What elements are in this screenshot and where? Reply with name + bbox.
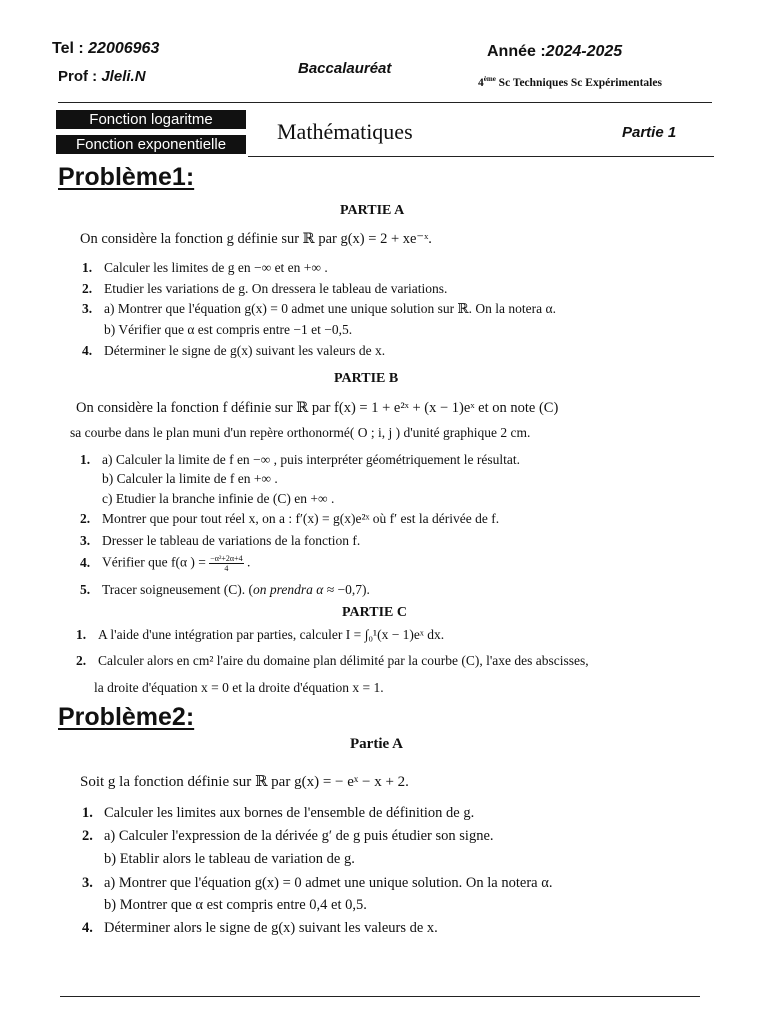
p2-parta-item: 1. Calculer les limites aux bornes de l'ensemble de définition de g. (82, 805, 475, 821)
p1-parta-title: PARTIE A (340, 203, 405, 218)
p1-partb-title: PARTIE B (334, 371, 399, 386)
subject-title: Mathématiques (277, 119, 413, 144)
p1-parta-intro: On considère la fonction g définie sur ℝ par g(x) = 2 + xe⁻ˣ. (80, 231, 432, 247)
p2-parta-item: b) Etablir alors le tableau de variation de g. (104, 851, 355, 867)
class-text: Sc Techniques Sc Expérimentales (495, 76, 662, 89)
tel-label: Tel : (52, 40, 89, 57)
exam-title: Baccalauréat (298, 60, 392, 77)
topic-tag-exp: Fonction exponentielle (56, 135, 246, 154)
p2-parta-intro: Soit g la fonction définie sur ℝ par g(x) = − eˣ − x + 2. (80, 774, 409, 790)
p1-partb-intro-1: On considère la fonction f définie sur ℝ par f(x) = 1 + e²ˣ + (x − 1)eˣ et on note (C) (76, 400, 559, 416)
p2-parta-title: Partie A (350, 736, 403, 752)
p1-partb-item: 1. a) Calculer la limite de f en −∞ , puis interpréter géométriquement le résultat. (80, 452, 520, 467)
p1-partb-item: 4. Vérifier que f(α ) = $\frac{\text{−α²+2α+4}}{4}$ . (80, 554, 251, 573)
p1-partc-title: PARTIE C (342, 605, 407, 620)
p1-partb-item: c) Etudier la branche infinie de (C) en +∞ . (102, 491, 335, 506)
prof-line (58, 68, 146, 86)
year-line (487, 43, 622, 61)
p1-parta-item: 4. Déterminer le signe de g(x) suivant les valeurs de x. (82, 343, 386, 358)
p1-parta-item: 1. Calculer les limites de g en −∞ et en +∞ . (82, 260, 328, 275)
p1-parta-item: b) Vérifier que α est compris entre −1 et −0,5. (104, 322, 353, 337)
tel-line (52, 40, 159, 58)
p1-parta-item: 2. Etudier les variations de g. On dressera le tableau de variations. (82, 281, 448, 296)
header-rule-bottom (248, 156, 714, 157)
p2-parta-item: 2. a) Calculer l'expression de la dérivée g′ de g puis étudier son signe. (82, 828, 494, 844)
part-label: Partie 1 (622, 124, 677, 141)
class-sup: ème (483, 75, 496, 83)
year-label: Année : (487, 43, 546, 60)
problem2-title: Problème2: (58, 703, 195, 731)
p1-partc-item: la droite d'équation x = 0 et la droite d'équation x = 1. (94, 680, 384, 695)
p1-partb-item: b) Calculer la limite de f en +∞ . (102, 471, 278, 486)
p1-partb-intro-2: sa courbe dans le plan muni d'un repère orthonormé( O ; i, j ) d'unité graphique 2 cm. (70, 425, 531, 440)
fraction: $\frac{\text{−α²+2α+4}}{4}$ (210, 554, 243, 573)
p1-partb-item: 3. Dresser le tableau de variations de la fonction f. (80, 533, 361, 548)
prof-label: Prof : (58, 68, 102, 85)
p1-partb-item: 2. Montrer que pour tout réel x, on a : f′(x) = g(x)e²ˣ où f′ est la dérivée de f. (80, 511, 500, 526)
topic-tag-log: Fonction logaritme (56, 110, 246, 129)
year-value: 2024-2025 (545, 43, 623, 60)
prof-value: Jleli.N (101, 68, 146, 85)
p2-parta-item: b) Montrer que α est compris entre 0,4 et 0,5. (104, 897, 367, 913)
problem1-title: Problème1: (58, 163, 195, 191)
p2-parta-item: 4. Déterminer alors le signe de g(x) suivant les valeurs de x. (82, 920, 438, 936)
p1-parta-item: 3. a) Montrer que l'équation g(x) = 0 admet une unique solution sur ℝ. On la notera α. (82, 301, 556, 316)
header-rule-top (58, 102, 712, 103)
p2-parta-item: 3. a) Montrer que l'équation g(x) = 0 admet une unique solution. On la notera α. (82, 875, 553, 891)
p1-partc-item: 1. A l'aide d'une intégration par parties, calculer I = ∫₀¹(x − 1)eˣ dx. (76, 627, 445, 642)
p1-partb-item: 5. Tracer soigneusement (C). (on prendra α ≈ −0,7). (80, 582, 370, 597)
p1-partc-item: 2. Calculer alors en cm² l'aire du domaine plan délimité par la courbe (C), l'axe des abscisses, (76, 653, 589, 668)
class-num: 4 (478, 76, 484, 89)
footer-rule (60, 996, 700, 997)
class-line (478, 75, 662, 89)
tel-value: 22006963 (88, 40, 160, 57)
